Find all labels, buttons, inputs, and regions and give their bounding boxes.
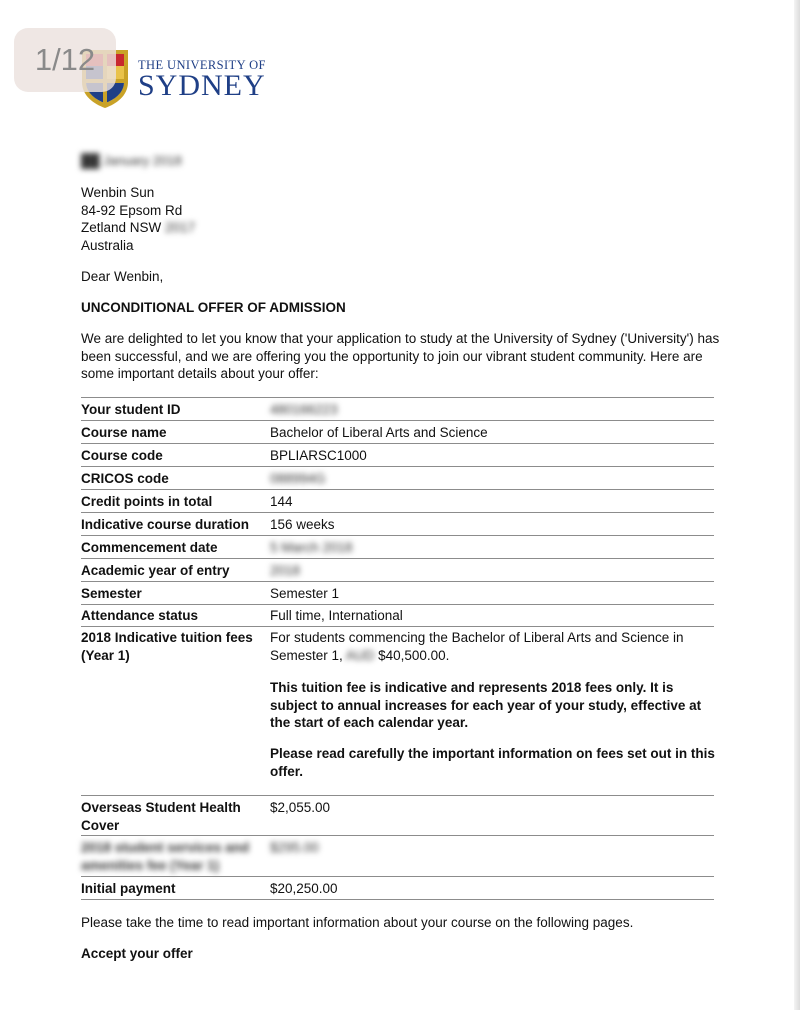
table-rule (81, 558, 714, 559)
tuition-currency-redacted: AUD (345, 647, 375, 663)
university-wordmark (138, 58, 266, 100)
value-academic-year-redacted: 2018 (270, 563, 301, 578)
label-oshc (81, 799, 241, 834)
table-rule (81, 876, 714, 877)
tuition-line2-prefix: Semester 1, (270, 647, 343, 663)
value-semester: Semester 1 (270, 586, 340, 601)
value-initial-payment: $20,250.00 (270, 881, 338, 896)
table-rule (81, 899, 714, 900)
tuition-line2 (270, 647, 715, 665)
intro-paragraph: We are delighted to let you know that your application to study at the University of Sydney ('University') has been successful, and we are offering you the opportunity to join our vibrant student community. Here are some important details about your offer: (81, 331, 720, 381)
offer-heading: UNCONDITIONAL OFFER OF ADMISSION (81, 300, 346, 315)
value-duration: 156 weeks (270, 517, 335, 532)
value-attendance: Full time, International (270, 608, 403, 623)
label-oshc-line1: Overseas Student Health (81, 800, 241, 815)
label-student-id: Your student ID (81, 402, 181, 417)
value-credit-points: 144 (270, 494, 293, 509)
salutation: Dear Wenbin, (81, 269, 164, 284)
tuition-note-read-carefully: Please read carefully the important information on fees set out in this offer. (270, 746, 715, 779)
label-semester: Semester (81, 586, 142, 601)
table-rule (81, 397, 714, 398)
closing-paragraph: Please take the time to read important information about your course on the following pages. (81, 915, 634, 930)
table-rule (81, 512, 714, 513)
tuition-line1: For students commencing the Bachelor of Liberal Arts and Science in (270, 630, 684, 645)
recipient-suburb-line (81, 219, 195, 237)
label-attendance: Attendance status (81, 608, 199, 623)
table-rule (81, 466, 714, 467)
wordmark-main: SYDNEY (138, 69, 266, 102)
page-counter: 1/12 (14, 28, 116, 92)
recipient-street: 84-92 Epsom Rd (81, 202, 183, 218)
letter-date-redacted: ██ January 2018 (81, 153, 182, 168)
tuition-amount: $40,500.00. (378, 647, 450, 663)
label-oshc-line2: Cover (81, 817, 120, 833)
recipient-country: Australia (81, 237, 134, 253)
table-rule (81, 420, 714, 421)
label-academic-year: Academic year of entry (81, 563, 230, 578)
value-tuition (270, 629, 715, 664)
table-rule (81, 604, 714, 605)
page-edge (794, 0, 800, 1010)
table-rule (81, 489, 714, 490)
label-ssaf-line2: amenities fee (Year 1) (81, 857, 220, 873)
label-commencement-date: Commencement date (81, 540, 218, 555)
recipient-suburb: Zetland NSW (81, 220, 162, 235)
value-cricos-code-redacted: 088994G (270, 471, 326, 486)
table-rule (81, 835, 714, 836)
table-rule (81, 535, 714, 536)
label-tuition-fees (81, 629, 253, 664)
recipient-postcode-redacted: 2017 (165, 220, 196, 235)
table-rule (81, 581, 714, 582)
table-rule (81, 626, 714, 627)
value-student-id-redacted: 480166223 (270, 402, 338, 417)
recipient-name: Wenbin Sun (81, 185, 155, 200)
label-ssaf-redacted (81, 839, 249, 874)
tuition-note-indicative: This tuition fee is indicative and represents 2018 fees only. It is subject to annual increases for each year of your study, effective at the start of each calendar year. (270, 680, 702, 730)
recipient-address (81, 184, 195, 254)
accept-offer-heading: Accept your offer (81, 946, 193, 961)
label-tuition-line2: (Year 1) (81, 647, 130, 663)
label-cricos-code: CRICOS code (81, 471, 169, 486)
table-rule (81, 795, 714, 796)
label-course-code: Course code (81, 448, 163, 463)
value-ssaf-redacted: $295.00 (270, 840, 319, 855)
label-tuition-line1: 2018 Indicative tuition fees (81, 630, 253, 645)
value-commencement-redacted: 5 March 2018 (270, 540, 353, 555)
wordmark-top: THE UNIVERSITY OF (138, 58, 266, 72)
value-oshc: $2,055.00 (270, 800, 331, 815)
label-ssaf-line1: 2018 student services and (81, 840, 250, 855)
table-rule (81, 443, 714, 444)
value-course-name: Bachelor of Liberal Arts and Science (270, 425, 488, 440)
label-course-name: Course name (81, 425, 167, 440)
value-course-code: BPLIARSC1000 (270, 448, 367, 463)
label-credit-points: Credit points in total (81, 494, 213, 509)
label-duration: Indicative course duration (81, 517, 250, 532)
label-initial-payment: Initial payment (81, 881, 176, 896)
